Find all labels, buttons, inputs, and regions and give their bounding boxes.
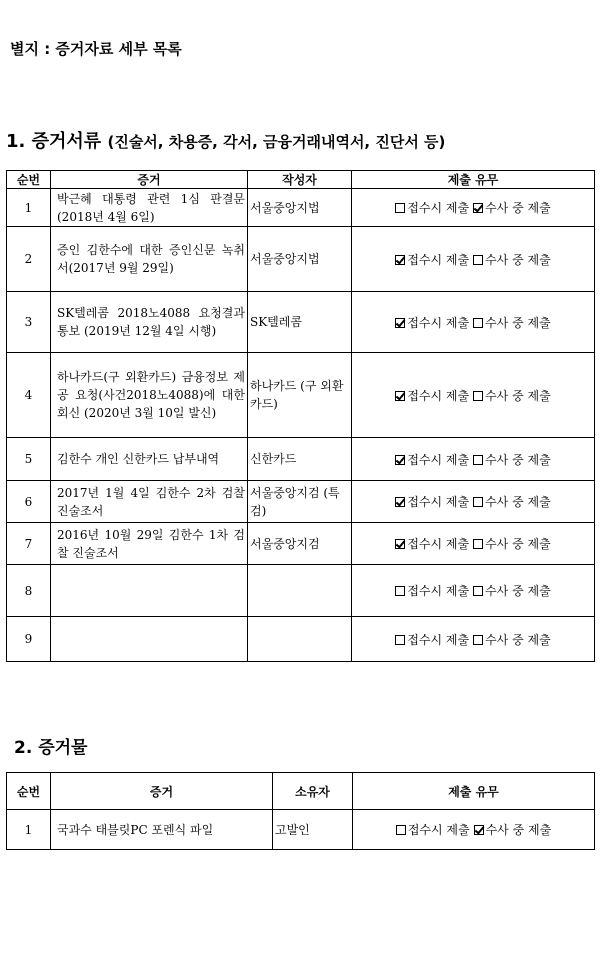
option-at-filing bbox=[395, 201, 469, 215]
col-header-submission: 제출 유무 bbox=[352, 171, 595, 189]
option-label: 접수시 제출 bbox=[407, 823, 470, 837]
option-at-filing bbox=[395, 633, 469, 647]
submission-status bbox=[352, 565, 595, 617]
row-number: 3 bbox=[7, 292, 51, 353]
table-row bbox=[7, 353, 595, 438]
unchecked-box-icon[interactable] bbox=[473, 586, 483, 596]
option-at-filing bbox=[395, 389, 469, 403]
author-cell: 서울중앙지법 bbox=[248, 227, 352, 292]
evidence-items-table bbox=[6, 772, 595, 850]
checked-box-icon[interactable] bbox=[395, 318, 405, 328]
option-during-investigation bbox=[473, 253, 551, 267]
checked-box-icon[interactable] bbox=[395, 455, 405, 465]
evidence-documents-table bbox=[6, 170, 595, 662]
option-label: 수사 중 제출 bbox=[485, 537, 551, 551]
col-header-evidence: 증거 bbox=[51, 171, 248, 189]
table-header-row bbox=[7, 773, 595, 810]
option-at-filing bbox=[395, 584, 469, 598]
unchecked-box-icon[interactable] bbox=[396, 825, 406, 835]
option-label: 접수시 제출 bbox=[407, 632, 470, 647]
evidence-cell: SK텔레콤 2018노4088 요청결과 통보 (2019년 12월 4일 시행) bbox=[51, 292, 248, 353]
option-during-investigation bbox=[473, 201, 551, 215]
author-cell: SK텔레콤 bbox=[248, 292, 352, 353]
table-row bbox=[7, 523, 595, 565]
submission-status bbox=[352, 617, 595, 662]
option-label: 접수시 제출 bbox=[407, 584, 470, 598]
row-number: 1 bbox=[7, 810, 51, 850]
submission-status bbox=[352, 481, 595, 523]
option-during-investigation bbox=[473, 537, 551, 551]
option-label: 수사 중 제출 bbox=[485, 201, 551, 215]
table-row bbox=[7, 810, 595, 850]
option-at-filing bbox=[395, 253, 469, 267]
col-header-owner: 소유자 bbox=[273, 773, 353, 810]
row-number: 1 bbox=[7, 189, 51, 227]
option-label: 수사 중 제출 bbox=[485, 823, 552, 837]
submission-status bbox=[352, 523, 595, 565]
option-label: 수사 중 제출 bbox=[485, 632, 551, 647]
unchecked-box-icon[interactable] bbox=[473, 318, 483, 328]
option-label: 접수시 제출 bbox=[407, 495, 470, 509]
row-number: 7 bbox=[7, 523, 51, 565]
col-header-submission: 제출 유무 bbox=[353, 773, 595, 810]
evidence-cell: 국과수 태블릿PC 포렌식 파일 bbox=[51, 810, 273, 850]
submission-status bbox=[353, 810, 595, 850]
option-during-investigation bbox=[473, 633, 551, 647]
option-label: 접수시 제출 bbox=[407, 452, 470, 467]
evidence-cell: 하나카드(구 외환카드) 금융정보 제공 요청(사건2018노4088)에 대한 회신 (2020년 3월 10일 발신) bbox=[51, 353, 248, 438]
author-cell bbox=[248, 565, 352, 617]
option-label: 수사 중 제출 bbox=[485, 495, 551, 509]
table-row bbox=[7, 617, 595, 662]
checked-box-icon[interactable] bbox=[474, 825, 484, 835]
unchecked-box-icon[interactable] bbox=[395, 203, 405, 213]
unchecked-box-icon[interactable] bbox=[473, 455, 483, 465]
author-cell: 서울중앙지검 bbox=[248, 523, 352, 565]
table-row bbox=[7, 227, 595, 292]
unchecked-box-icon[interactable] bbox=[473, 497, 483, 507]
option-label: 수사 중 제출 bbox=[485, 388, 551, 403]
evidence-cell: 2016년 10월 29일 김한수 1차 검찰 진술조서 bbox=[51, 523, 248, 565]
option-during-investigation bbox=[473, 316, 551, 330]
author-cell bbox=[248, 617, 352, 662]
row-number: 8 bbox=[7, 565, 51, 617]
unchecked-box-icon[interactable] bbox=[473, 255, 483, 265]
checked-box-icon[interactable] bbox=[395, 497, 405, 507]
table-row bbox=[7, 292, 595, 353]
owner-cell: 고발인 bbox=[273, 810, 353, 850]
option-during-investigation bbox=[473, 584, 551, 598]
table-row bbox=[7, 438, 595, 481]
row-number: 5 bbox=[7, 438, 51, 481]
col-header-author: 작성자 bbox=[248, 171, 352, 189]
row-number: 4 bbox=[7, 353, 51, 438]
checked-box-icon[interactable] bbox=[395, 539, 405, 549]
option-at-filing bbox=[396, 823, 470, 837]
row-number: 6 bbox=[7, 481, 51, 523]
evidence-cell bbox=[51, 565, 248, 617]
option-at-filing bbox=[395, 495, 469, 509]
table-row bbox=[7, 189, 595, 227]
evidence-cell: 2017년 1월 4일 김한수 2차 검찰 진술조서 bbox=[51, 481, 248, 523]
option-during-investigation bbox=[473, 495, 551, 509]
unchecked-box-icon[interactable] bbox=[395, 586, 405, 596]
option-label: 접수시 제출 bbox=[407, 252, 470, 267]
unchecked-box-icon[interactable] bbox=[473, 635, 483, 645]
option-label: 접수시 제출 bbox=[407, 315, 470, 330]
option-during-investigation bbox=[473, 453, 551, 467]
evidence-cell bbox=[51, 617, 248, 662]
option-during-investigation bbox=[474, 823, 552, 837]
option-at-filing bbox=[395, 537, 469, 551]
table-row bbox=[7, 481, 595, 523]
section1-title: 1. 증거서류 bbox=[6, 131, 102, 152]
option-label: 접수시 제출 bbox=[407, 201, 470, 215]
section1-heading bbox=[6, 127, 445, 153]
option-during-investigation bbox=[473, 389, 551, 403]
table-header-row bbox=[7, 171, 595, 189]
submission-status bbox=[352, 353, 595, 438]
option-label: 수사 중 제출 bbox=[485, 584, 551, 598]
option-at-filing bbox=[395, 316, 469, 330]
unchecked-box-icon[interactable] bbox=[473, 539, 483, 549]
submission-status bbox=[352, 292, 595, 353]
col-header-number: 순번 bbox=[7, 773, 51, 810]
checked-box-icon[interactable] bbox=[473, 203, 483, 213]
submission-status bbox=[352, 189, 595, 227]
evidence-cell: 김한수 개인 신한카드 납부내역 bbox=[51, 438, 248, 481]
section2-heading: 2. 증거물 bbox=[14, 738, 88, 758]
option-at-filing bbox=[395, 453, 469, 467]
submission-status bbox=[352, 227, 595, 292]
unchecked-box-icon[interactable] bbox=[473, 391, 483, 401]
checked-box-icon[interactable] bbox=[395, 391, 405, 401]
col-header-evidence: 증거 bbox=[51, 773, 273, 810]
row-number: 9 bbox=[7, 617, 51, 662]
table-row bbox=[7, 565, 595, 617]
col-header-number: 순번 bbox=[7, 171, 51, 189]
option-label: 접수시 제출 bbox=[407, 537, 470, 551]
row-number: 2 bbox=[7, 227, 51, 292]
evidence-cell: 박근혜 대통령 관련 1심 판결문(2018년 4월 6일) bbox=[51, 189, 248, 227]
option-label: 수사 중 제출 bbox=[485, 452, 551, 467]
checked-box-icon[interactable] bbox=[395, 255, 405, 265]
author-cell: 서울중앙지법 bbox=[248, 189, 352, 227]
author-cell: 신한카드 bbox=[248, 438, 352, 481]
option-label: 수사 중 제출 bbox=[485, 315, 551, 330]
author-cell: 서울중앙지검 (특검) bbox=[248, 481, 352, 523]
submission-status bbox=[352, 438, 595, 481]
page-title: 별지 : 증거자료 세부 목록 bbox=[10, 40, 182, 58]
option-label: 수사 중 제출 bbox=[485, 252, 551, 267]
author-cell: 하나카드 (구 외환카드) bbox=[248, 353, 352, 438]
option-label: 접수시 제출 bbox=[407, 388, 470, 403]
evidence-cell: 증인 김한수에 대한 증인신문 녹취서(2017년 9월 29일) bbox=[51, 227, 248, 292]
unchecked-box-icon[interactable] bbox=[395, 635, 405, 645]
section1-subtitle: (진술서, 차용증, 각서, 금융거래내역서, 진단서 등) bbox=[107, 133, 446, 151]
